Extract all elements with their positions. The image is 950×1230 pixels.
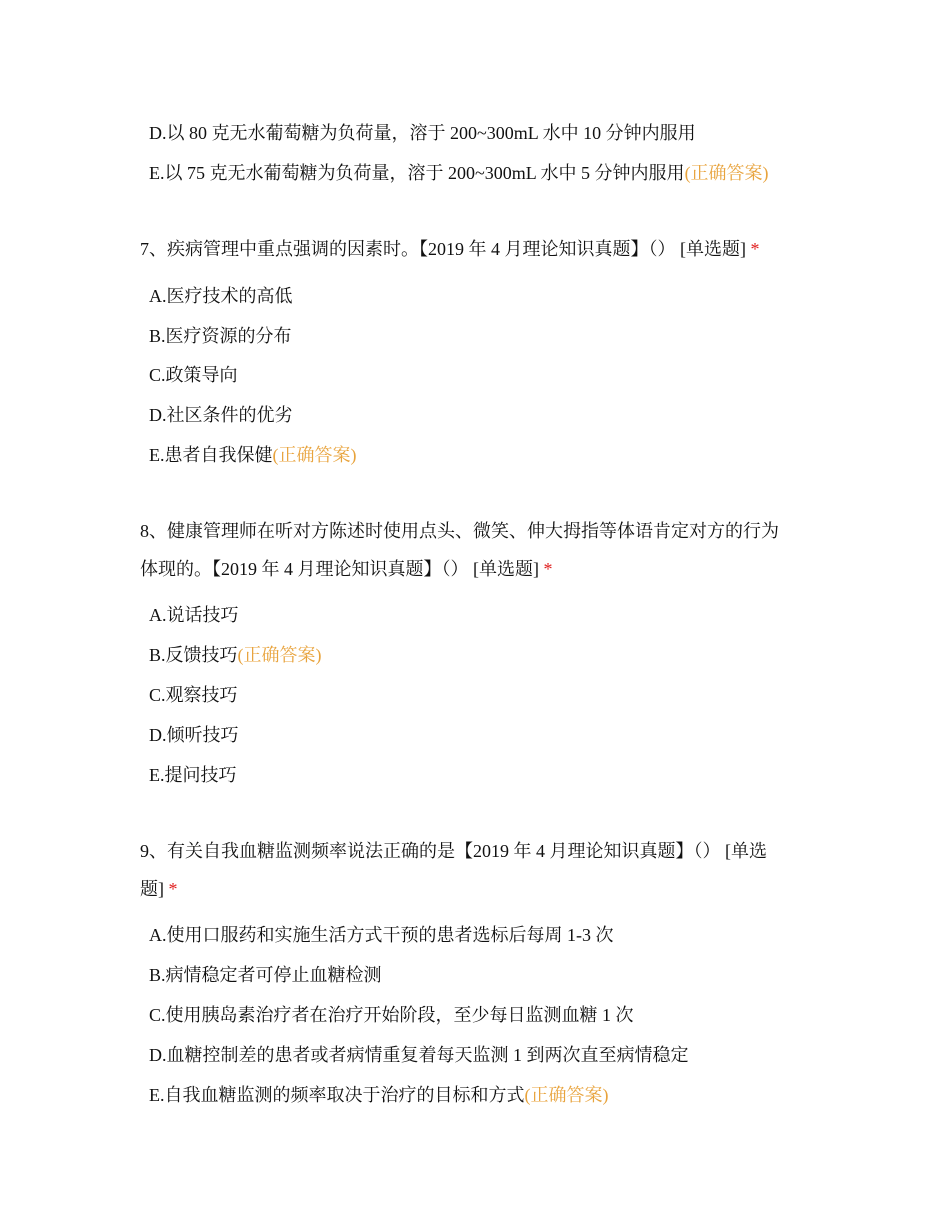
option-label: B.反馈技巧 <box>149 645 238 665</box>
q9-option-b <box>149 963 382 987</box>
required-asterisk: * <box>543 559 553 579</box>
question-text: 题] <box>140 879 169 899</box>
q9-option-d <box>149 1043 689 1067</box>
question-9-title-line-2 <box>140 877 178 901</box>
option-label: E.自我血糖监测的频率取决于治疗的目标和方式 <box>149 1085 525 1105</box>
q7-option-d <box>149 403 293 427</box>
correct-answer-marker: (正确答案) <box>237 645 322 665</box>
q6-option-d <box>149 121 696 145</box>
q7-option-b <box>149 324 292 348</box>
q7-option-c <box>149 363 238 387</box>
required-asterisk: * <box>168 879 178 899</box>
q9-option-e <box>149 1083 609 1107</box>
option-label: D.社区条件的优劣 <box>149 405 293 425</box>
question-7-title <box>140 237 760 261</box>
option-label: A.使用口服药和实施生活方式干预的患者选标后每周 1-3 次 <box>149 925 614 945</box>
option-label: C.使用胰岛素治疗者在治疗开始阶段，至少每日监测血糖 1 次 <box>149 1005 634 1025</box>
option-label: E.患者自我保健 <box>149 445 273 465</box>
option-label: E.提问技巧 <box>149 765 237 785</box>
question-text: 8、健康管理师在听对方陈述时使用点头、微笑、伸大拇指等体语肯定对方的行为 <box>140 521 779 541</box>
correct-answer-marker: (正确答案) <box>684 163 769 183</box>
q8-option-d <box>149 723 239 747</box>
q9-option-c <box>149 1003 634 1027</box>
option-label: B.病情稳定者可停止血糖检测 <box>149 965 382 985</box>
question-text: 9、有关自我血糖监测频率说法正确的是【2019 年 4 月理论知识真题】（） [单选 <box>140 841 767 861</box>
required-asterisk: * <box>750 239 760 259</box>
q8-option-a <box>149 603 239 627</box>
option-label: D.以 80 克无水葡萄糖为负荷量，溶于 200~300mL 水中 10 分钟内服用 <box>149 123 696 143</box>
question-text: 7、疾病管理中重点强调的因素时。【2019 年 4 月理论知识真题】（） [单选题] <box>140 239 751 259</box>
option-label: E.以 75 克无水葡萄糖为负荷量，溶于 200~300mL 水中 5 分钟内服用 <box>149 163 685 183</box>
option-label: D.倾听技巧 <box>149 725 239 745</box>
question-text: 体现的。【2019 年 4 月理论知识真题】（） [单选题] <box>140 559 544 579</box>
option-label: C.观察技巧 <box>149 685 238 705</box>
question-9-title-line-1 <box>140 839 767 863</box>
question-8-title-line-1 <box>140 519 779 543</box>
q8-option-b <box>149 643 322 667</box>
option-label: A.说话技巧 <box>149 605 239 625</box>
q7-option-a <box>149 284 293 308</box>
q7-option-e <box>149 443 357 467</box>
q6-option-e <box>149 161 769 185</box>
option-label: D.血糖控制差的患者或者病情重复着每天监测 1 到两次直至病情稳定 <box>149 1045 689 1065</box>
question-8-title-line-2 <box>140 557 553 581</box>
option-label: B.医疗资源的分布 <box>149 326 292 346</box>
correct-answer-marker: (正确答案) <box>272 445 357 465</box>
correct-answer-marker: (正确答案) <box>524 1085 609 1105</box>
q8-option-c <box>149 683 238 707</box>
q9-option-a <box>149 923 614 947</box>
option-label: A.医疗技术的高低 <box>149 286 293 306</box>
q8-option-e <box>149 763 237 787</box>
option-label: C.政策导向 <box>149 365 238 385</box>
